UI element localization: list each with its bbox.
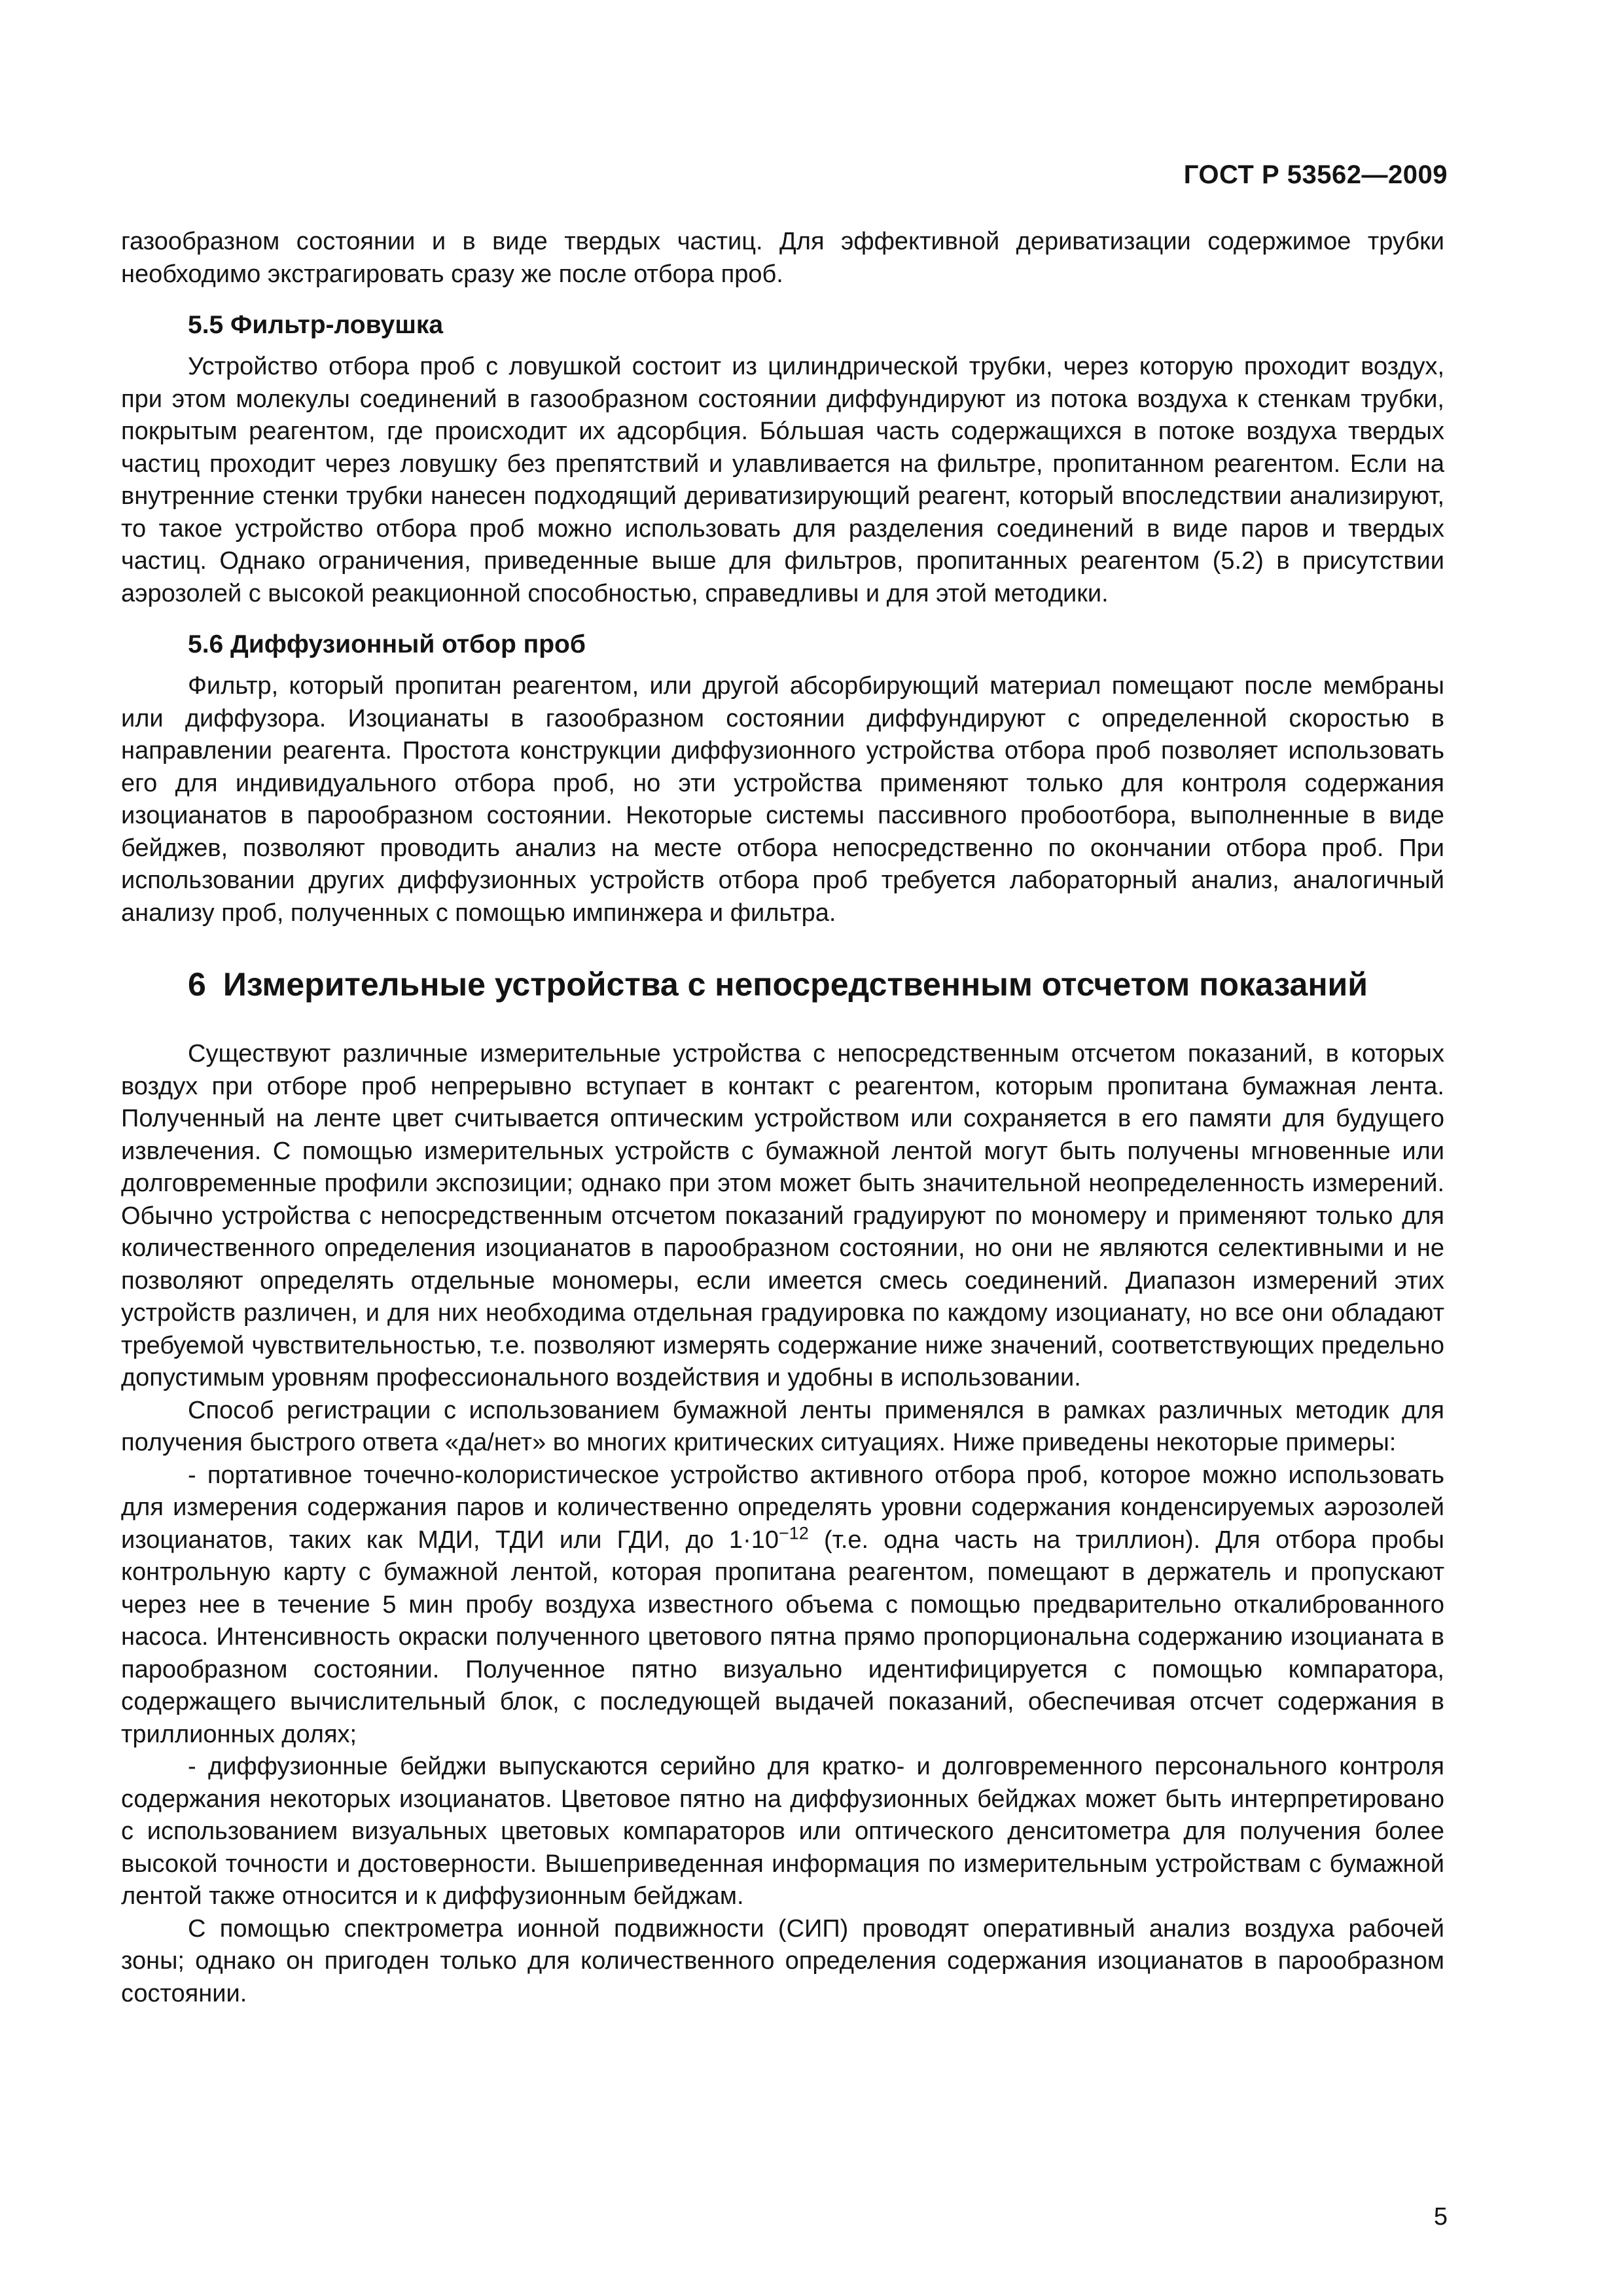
list-item-spot-colorimetric (121, 1460, 1444, 1751)
list-item-text-start: - портативное точечно-колористическое устройство активного отбора проб, которое можно использовать для измерения содержания паров и количественно определять уровни содержания конденсируемых аэрозолей изоцианатов, таких как МДИ, ТДИ или ГДИ, до 1·10 (121, 1461, 1444, 1554)
page-number: 5 (1433, 2203, 1448, 2231)
section-6-paragraph-1: Существуют различные измерительные устройства с непосредственным отсчетом показаний, в которых воздух при отборе проб непрерывно вступает в контакт с реагентом, которым пропитана бумажная лента. Полученный на ленте цвет считывается оптическим устройством или сохраняется в его памяти для будущего извлечения. С помощью измерительных устройств с бумажной лентой могут быть получены мгновенные или долговременные профили экспозиции; однако при этом может быть значительной неопределенность измерений. Обычно устройства с непосредственным отсчетом показаний градуируют по мономеру и применяют только для количественного определения изоцианатов в парообразном состоянии, но они не являются селективными и не позволяют определять отдельные мономеры, если имеется смесь соединений. Диапазон измерений этих устройств различен, и для них необходима отдельная градуировка по каждому изоцианату, но все они обладают требуемой чувствительностью, т.е. позволяют измерять содержание ниже значений, соответствующих предельно допустимым уровням профессионального воздействия и удобны в использовании. (121, 1040, 1444, 1391)
section-6-heading (121, 965, 1444, 1004)
section-5-6-paragraph: Фильтр, который пропитан реагентом, или другой абсорбирующий материал помещают после мембраны или диффузора. Изоцианаты в газообразном состоянии диффундируют с определенной скоростью в направлении реагента. Простота конструкции диффузионного устройства отбора проб позволяет использовать его для индивидуального отбора проб, но эти устройства применяют только для контроля содержания изоцианатов в парообразном состоянии. Некоторые системы пассивного пробоотбора, выполненные в виде бейджев, позволяют проводить анализ на месте отбора непосредственно по окончании отбора проб. При использовании других диффузионных устройств отбора проб требуется лабораторный анализ, аналогичный анализу проб, полученных с помощью импинжера и фильтра. (121, 672, 1444, 927)
list-item-text-end: (т.е. одна часть на триллион). Для отбора пробы контрольную карту с бумажной лентой, которая пропитана реагентом, помещают в держатель и пропускают через нее в течение 5 мин пробу воздуха известного объема с помощью предварительно откалиброванного насоса. Интенсивность окраски полученного цветового пятна прямо пропорциональна содержанию изоцианата в парообразном состоянии. Полученное пятно визуально идентифицируется с помощью компаратора, содержащего вычислительный блок, с последующей выдачей показаний, обеспечивая отсчет содержания в триллионных долях; (121, 1526, 1444, 1748)
continuation-paragraph: газообразном состоянии и в виде твердых частиц. Для эффективной дериватизации содержимое трубки необходимо экстрагировать сразу же после отбора проб. (121, 228, 1444, 288)
page-content (121, 226, 1444, 2010)
section-6-title: Измерительные устройства с непосредственным отсчетом показаний (223, 966, 1368, 1003)
section-5-6-heading: 5.6 Диффузионный отбор проб (188, 630, 586, 658)
section-6-number: 6 (188, 966, 206, 1003)
list-item-diffusion-badges: - диффузионные бейджи выпускаются серийно для кратко- и долговременного персонального контроля содержания некоторых изоцианатов. Цветовое пятно на диффузионных бейджах может быть интерпретировано с использованием визуальных цветовых компараторов или оптического денситометра для получения более высокой точности и достоверности. Вышеприведенная информация по измерительным устройствам с бумажной лентой также относится и к диффузионным бейджам. (121, 1753, 1444, 1910)
document-code-header: ГОСТ Р 53562—2009 (1183, 160, 1448, 189)
section-5-5-heading: 5.5 Фильтр-ловушка (188, 311, 444, 339)
section-6-paragraph-3: С помощью спектрометра ионной подвижности (СИП) проводят оперативный анализ воздуха рабочей зоны; однако он пригоден только для количественного определения содержания изоцианатов в парообразном состоянии. (121, 1914, 1444, 2007)
section-5-5-paragraph: Устройство отбора проб с ловушкой состоит из цилиндрической трубки, через которую проходит воздух, при этом молекулы соединений в газообразном состоянии диффундируют из потока воздуха к стенкам трубки, покрытым реагентом, где происходит их адсорбция. Бóльшая часть содержащихся в потоке воздуха твердых частиц проходит через ловушку без препятствий и улавливается на фильтре, пропитанном реагентом. Если на внутренние стенки трубки нанесен подходящий дериватизирующий реагент, который впоследствии анализируют, то такое устройство отбора проб можно использовать для разделения соединений в виде паров и твердых частиц. Однако ограничения, приведенные выше для фильтров, пропитанных реагентом (5.2) в присутствии аэрозолей с высокой реакционной способностью, справедливы и для этой методики. (121, 353, 1444, 607)
section-6-paragraph-2: Способ регистрации с использованием бумажной ленты применялся в рамках различных методик для получения быстрого ответа «да/нет» во многих критических ситуациях. Ниже приведены некоторые примеры: (121, 1396, 1444, 1456)
exponent: −12 (779, 1522, 809, 1543)
